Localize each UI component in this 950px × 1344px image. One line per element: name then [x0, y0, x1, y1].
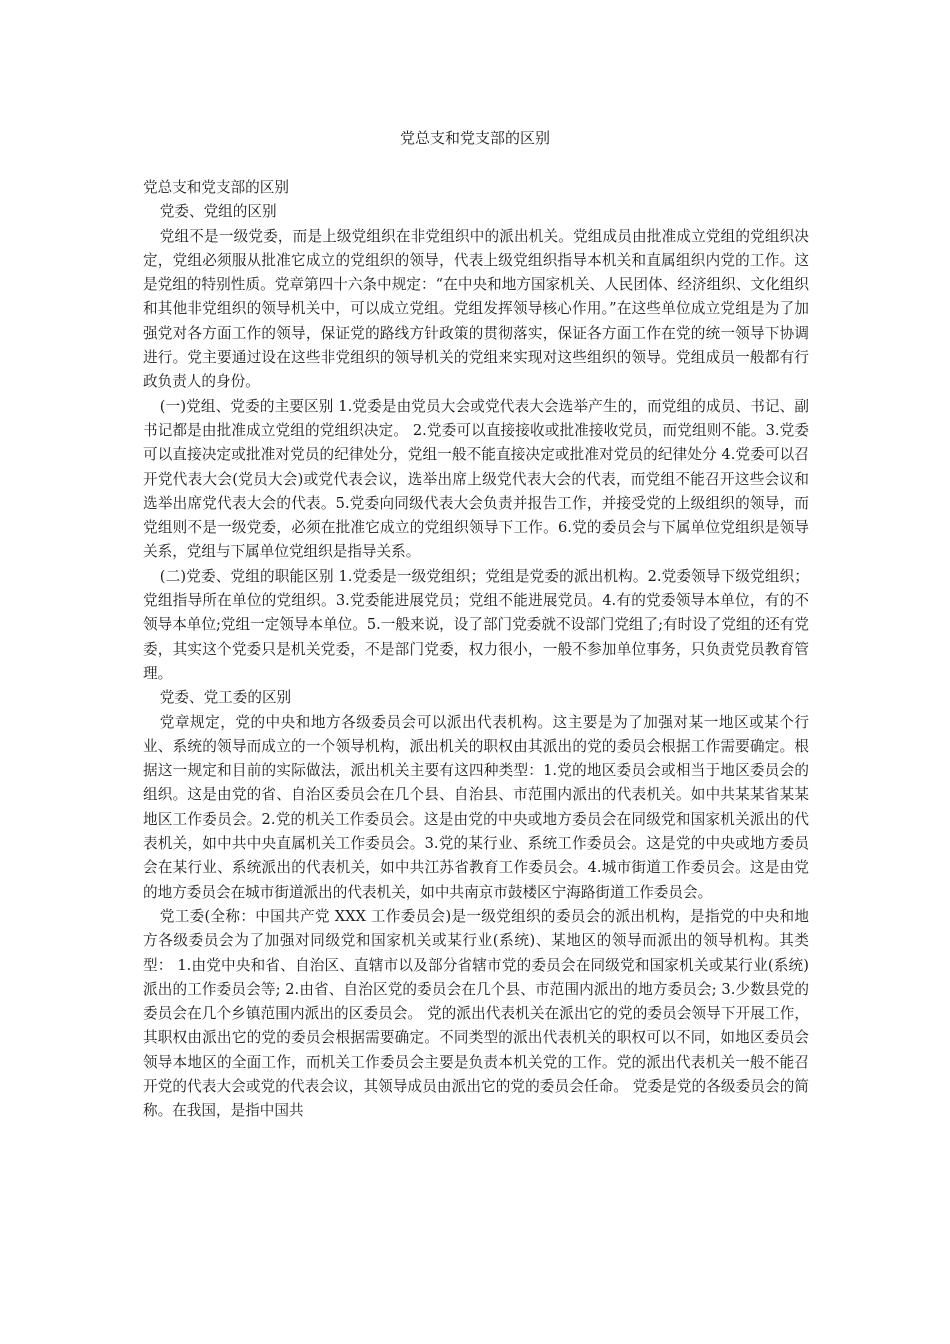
paragraph: 党总支和党支部的区别	[143, 179, 289, 196]
document-title: 党总支和党支部的区别	[399, 129, 550, 147]
paragraph: 党组不是一级党委，而是上级党组织在非党组织中的派出机关。党组成员由批准成立党组的党组织决定，党组必须服从批准它成立的党组织的领导，代表上级党组织指导本机关和直属组织内党的工作。这是党组的特别性质。党章第四十六条中规定：“在中央和地方国家机关、人民团体、经济组织、文化组织和其他非党组织的领导机关中，可以成立党组。党组发挥领导核心作用。”在这些单位成立党组是为了加强党对各方面工作的领导，保证党的路线方针政策的贯彻落实，保证各方面工作在党的统一领导下协调进行。党主要通过设在这些非党组织的领导机关的党组来实现对这些组织的领导。党组成员一般都有行政负责人的身份。	[143, 227, 809, 391]
section-heading: 党委、党工委的区别	[159, 689, 292, 707]
document-body	[143, 176, 809, 1124]
paragraph: (二)党委、党组的职能区别 1.党委是一级党组织；党组是党委的派出机构。2.党委领导下级党组织；党组指导所在单位的党组织。3.党委能进展党员；党组不能进展党员。4.有的党委领导本单位，有的不领导本单位;党组一定领导本单位。5.一般来说，设了部门党委就不设部门党组了;有时设了党组的还有党委，其实这个党委只是机关党委，不是部门党委，权力很小，一般不参加单位事务，只负责党员教育管理。	[143, 567, 809, 682]
section-heading: 党委、党组的区别	[159, 203, 277, 221]
paragraph: 党工委(全称：中国共产党 XXX 工作委员会)是一级党组织的委员会的派出机构，是指党的中央和地方各级委员会为了加强对同级党和国家机关或某行业(系统)、某地区的领导而派出的领导机构。其类型： 1.由党中央和省、自治区、直辖市以及部分省辖市党的委员会在同级党和国家机关或某行业(系统)派出的工作委员会等; 2.由省、自治区党的委员会在几个县、市范围内派出的地方委员会; 3.少数县党的委员会在几个乡镇范围内派出的区委员会。 党的派出代表机关在派出它的党的委员会领导下开展工作，其职权由派出它的党的委员会根据需要确定。不同类型的派出代表机关的职权可以不同，如地区委员会领导本地区的全面工作，而机关工作委员会主要是负责本机关党的工作。党的派出代表机关一般不能召开党的代表大会或党的代表会议，其领导成员由派出它的党的委员会任命。 党委是党的各级委员会的简称。在我国，是指中国共	[143, 907, 809, 1120]
paragraph: 党章规定，党的中央和地方各级委员会可以派出代表机构。这主要是为了加强对某一地区或某个行业、系统的领导而成立的一个领导机构，派出机关的职权由其派出的党的委员会根据工作需要确定。根据这一规定和目前的实际做法，派出机关主要有这四种类型：1.党的地区委员会或相当于地区委员会的组织。这是由党的省、自治区委员会在几个县、自治县、市范围内派出的代表机关。如中共某某省某某地区工作委员会。2.党的机关工作委员会。这是由党的中央或地方委员会在同级党和国家机关派出的代表机关，如中共中央直属机关工作委员会。3.党的某行业、系统工作委员会。这是党的中央或地方委员会在某行业、系统派出的代表机关，如中共江苏省教育工作委员会。4.城市街道工作委员会。这是由党的地方委员会在城市街道派出的代表机关，如中共南京市鼓楼区宁海路街道工作委员会。	[143, 713, 809, 901]
paragraph: (一)党组、党委的主要区别 1.党委是由党员大会或党代表大会选举产生的，而党组的成员、书记、副书记都是由批准成立党组的党组织决定。 2.党委可以直接接收或批准接收党员，而党组则不能。3.党委可以直接决定或批准对党员的纪律处分，党组一般不能直接决定或批准对党员的纪律处分 4.党委可以召开党代表大会(党员大会)或党代表会议，选举出席上级党代表大会的代表，而党组不能召开这些会议和选举出席党代表大会的代表。5.党委向同级代表大会负责并报告工作，并接受党的上级组织的领导，而党组则不是一级党委，必须在批准它成立的党组织领导下工作。6.党的委员会与下属单位党组织是领导关系，党组与下属单位党组织是指导关系。	[143, 397, 809, 561]
